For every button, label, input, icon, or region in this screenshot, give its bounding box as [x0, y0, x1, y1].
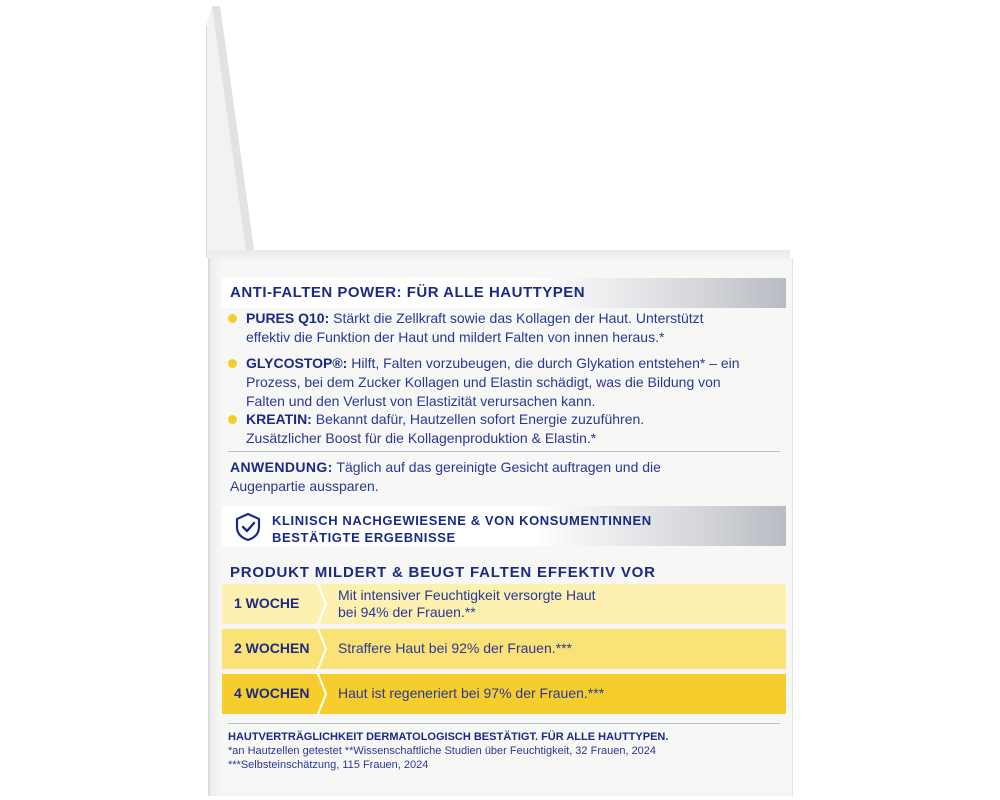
ingredient-name: KREATIN: — [246, 411, 312, 427]
bullet-dot-icon — [228, 314, 237, 323]
result-row — [222, 584, 786, 624]
results-heading: PRODUKT MILDERT & BEUGT FALTEN EFFEKTIV VOR — [230, 564, 656, 581]
footer-heading: HAUTVERTRÄGLICHKEIT DERMATOLOGISCH BESTÄTIGT. FÜR ALLE HAUTTYPEN. — [228, 731, 669, 743]
bullet-dot-icon — [228, 359, 237, 368]
ingredient-name: PURES Q10: — [246, 310, 330, 326]
result-row — [222, 674, 786, 714]
week-label: 2 WOCHEN — [234, 640, 310, 656]
footnotes: HAUTVERTRÄGLICHKEIT DERMATOLOGISCH BESTÄTIGT. FÜR ALLE HAUTTYPEN. *an Hautzellen getestet **Wissenschaftliche Studien über Feuchtigkeit, 32 Frauen, 2024 ***Selbsteinschätzung, 115 Frauen, 2024 — [228, 731, 669, 771]
box-lid-flap — [206, 6, 256, 258]
ingredients-heading: ANTI-FALTEN POWER: FÜR ALLE HAUTTYPEN — [230, 284, 586, 301]
clinical-text: KLINISCH NACHGEWIESENE & VON KONSUMENTINNEN BESTÄTIGTE ERGEBNISSE — [272, 513, 652, 545]
week-label: 1 WOCHE — [234, 595, 300, 611]
usage-label: ANWENDUNG: — [230, 459, 333, 475]
divider — [228, 723, 780, 724]
ingredient-item: PURES Q10: Stärkt die Zellkraft sowie das Kollagen der Haut. Unterstützt effektiv die Funktion der Haut und mildert Falten von innen heraus.* — [228, 309, 778, 347]
result-row — [222, 629, 786, 669]
ingredient-item: GLYCOSTOP®: Hilft, Falten vorzubeugen, die durch Glykation entstehen* – ein Prozess, bei dem Zucker Kollagen und Elastin schädigt, was die Bildung von Falten und den Verlust von Elastizität verursachen kann. — [228, 354, 778, 411]
divider — [228, 451, 780, 452]
package-panel — [208, 258, 793, 796]
usage-text: ANWENDUNG: Täglich auf das gereinigte Gesicht auftragen und die Augenpartie aussparen. — [230, 459, 661, 494]
week-result-text: Straffere Haut bei 92% der Frauen.*** — [338, 640, 572, 656]
bullet-dot-icon — [228, 415, 237, 424]
check-shield-icon — [234, 512, 262, 542]
ingredient-item: KREATIN: Bekannt dafür, Hautzellen sofort Energie zuzuführen. Zusätzlicher Boost für die Kollagenproduktion & Elastin.* — [228, 410, 778, 448]
ingredient-name: GLYCOSTOP®: — [246, 355, 348, 371]
week-result-text: Mit intensiver Feuchtigkeit versorgte Haut bei 94% der Frauen.** — [338, 587, 596, 620]
week-label: 4 WOCHEN — [234, 685, 310, 701]
week-result-text: Haut ist regeneriert bei 97% der Frauen.*** — [338, 685, 605, 701]
